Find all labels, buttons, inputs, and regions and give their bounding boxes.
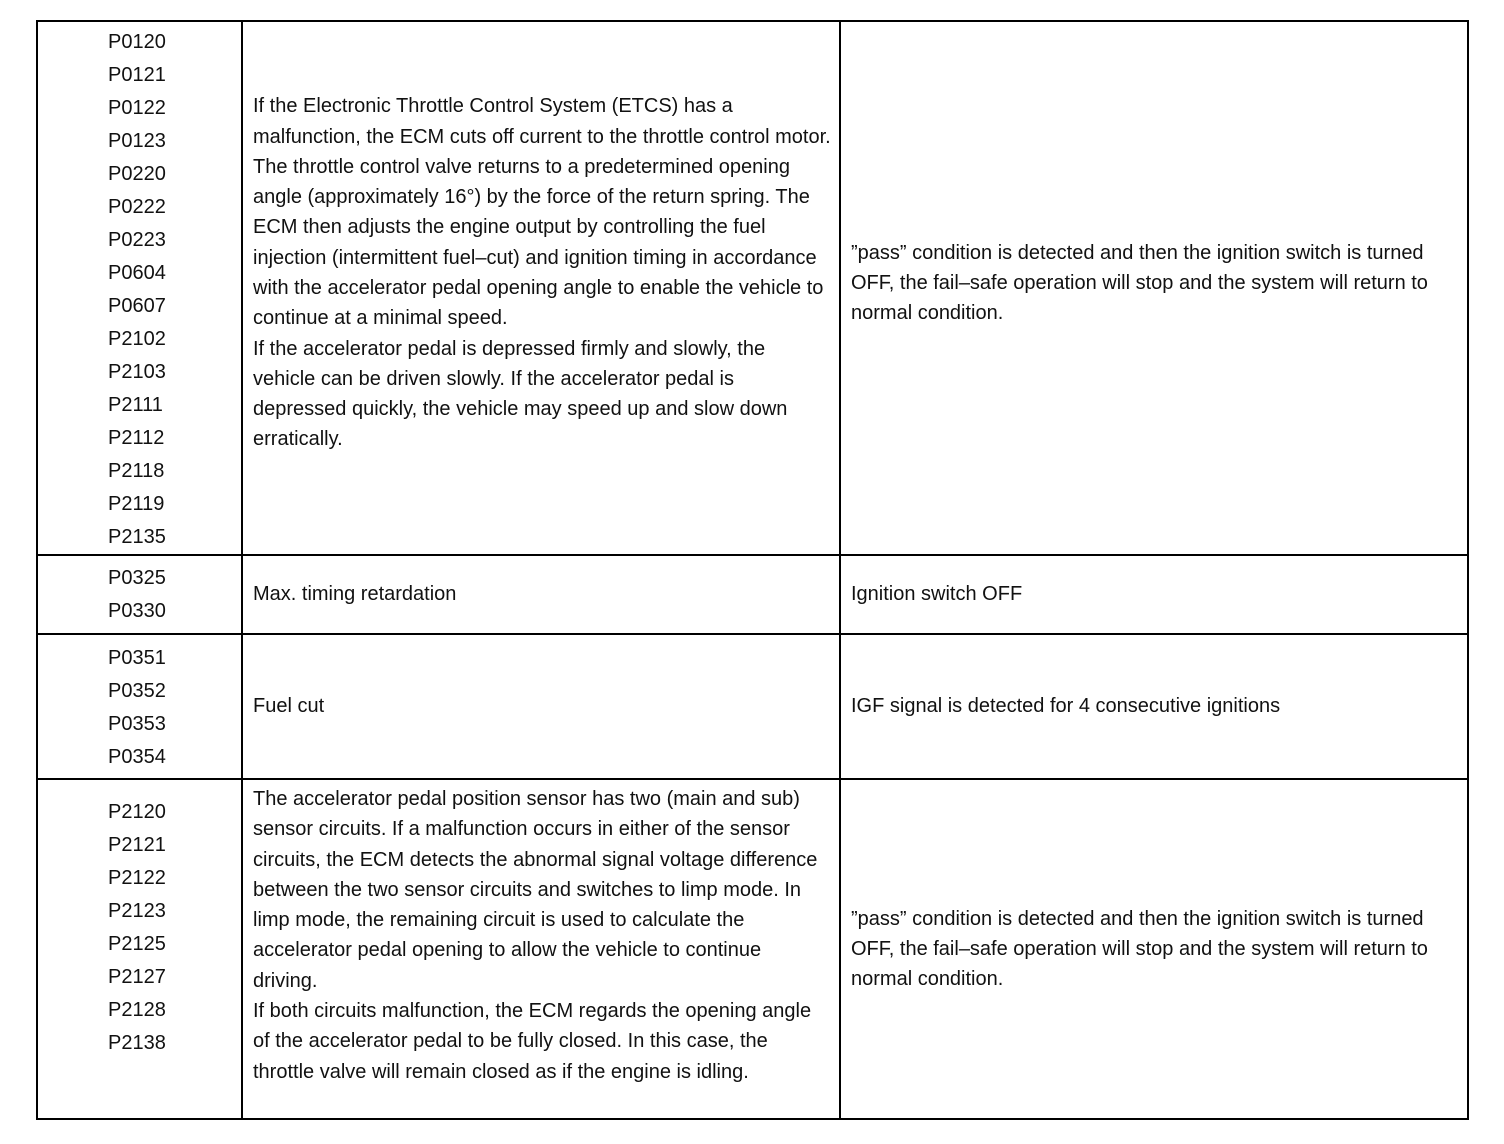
table-row <box>37 779 1468 1119</box>
dtc-code: P0122 <box>108 97 166 119</box>
dtc-code: P0353 <box>108 713 166 735</box>
fail-safe-operation-cell <box>242 779 840 1119</box>
dtc-code: P2112 <box>108 427 165 449</box>
dtc-code: P2127 <box>108 966 166 988</box>
fail-safe-operation-paragraph: If the Electronic Throttle Control System (ETCS) has a malfunction, the ECM cuts off current to the throttle control motor. The throttle control valve returns to a predetermined opening angle (approximately 16°) by the force of the return spring. The ECM then adjusts the engine output by controlling the fuel injection (intermittent fuel–cut) and ignition timing in accordance with the accelerator pedal opening angle to enable the vehicle to continue at a minimal speed. <box>253 95 831 330</box>
deactivation-condition-text: IGF signal is detected for 4 consecutive ignitions <box>851 695 1281 718</box>
fail-safe-table-body <box>37 21 1468 1119</box>
fail-safe-operation-paragraph: Max. timing retardation <box>253 583 457 606</box>
dtc-code: P2111 <box>108 394 163 416</box>
deactivation-condition-cell <box>840 779 1468 1119</box>
deactivation-condition-text: ”pass” condition is detected and then the ignition switch is turned OFF, the fail–safe operation will stop and the system will return to normal condition. <box>851 241 1428 325</box>
dtc-code: P0354 <box>108 746 166 768</box>
dtc-code: P2120 <box>108 801 166 823</box>
dtc-code-cell <box>37 21 242 555</box>
fail-safe-operation-paragraph: If the accelerator pedal is depressed firmly and slowly, the vehicle can be driven slowly. If the accelerator pedal is depressed quickly, the vehicle may speed up and slow down erratically. <box>253 337 788 451</box>
dtc-code: P0604 <box>108 262 166 284</box>
dtc-code: P0120 <box>108 31 166 53</box>
dtc-code: P2123 <box>108 900 166 922</box>
deactivation-condition-text: ”pass” condition is detected and then the ignition switch is turned OFF, the fail–safe operation will stop and the system will return to normal condition. <box>851 907 1428 991</box>
table-row <box>37 21 1468 555</box>
fail-safe-operation-cell <box>242 21 840 555</box>
dtc-code: P2138 <box>108 1032 166 1054</box>
dtc-code: P2125 <box>108 933 166 955</box>
dtc-code: P0220 <box>108 163 166 185</box>
dtc-code: P0607 <box>108 295 166 317</box>
dtc-code: P2121 <box>108 834 166 856</box>
fail-safe-table <box>36 20 1469 1120</box>
dtc-code: P2102 <box>108 328 166 350</box>
dtc-code-cell <box>37 779 242 1119</box>
dtc-code: P0123 <box>108 130 166 152</box>
dtc-code-cell <box>37 555 242 634</box>
deactivation-condition-cell <box>840 555 1468 634</box>
dtc-code: P0325 <box>108 567 166 589</box>
dtc-code: P2128 <box>108 999 166 1021</box>
fail-safe-operation-paragraph: Fuel cut <box>253 695 325 718</box>
dtc-code: P2135 <box>108 526 166 548</box>
dtc-code: P2122 <box>108 867 166 889</box>
fail-safe-operation-cell <box>242 555 840 634</box>
table-row <box>37 555 1468 634</box>
dtc-code: P0121 <box>108 64 166 86</box>
dtc-code: P0351 <box>108 647 166 669</box>
fail-safe-operation-cell <box>242 634 840 779</box>
dtc-code: P2103 <box>108 361 166 383</box>
dtc-code: P0223 <box>108 229 166 251</box>
deactivation-condition-cell <box>840 21 1468 555</box>
dtc-code: P0352 <box>108 680 166 702</box>
table-row <box>37 634 1468 779</box>
dtc-code: P2119 <box>108 493 165 515</box>
deactivation-condition-cell <box>840 634 1468 779</box>
dtc-code-cell <box>37 634 242 779</box>
dtc-code: P2118 <box>108 460 165 482</box>
fail-safe-operation-paragraph: The accelerator pedal position sensor has two (main and sub) sensor circuits. If a malfunction occurs in either of the sensor circuits, the ECM detects the abnormal signal voltage difference between the two sensor circuits and switches to limp mode. In limp mode, the remaining circuit is used to calculate the accelerator pedal opening to allow the vehicle to continue driving. <box>253 788 818 992</box>
dtc-code: P0330 <box>108 600 166 622</box>
deactivation-condition-text: Ignition switch OFF <box>851 583 1023 606</box>
fail-safe-operation-paragraph: If both circuits malfunction, the ECM regards the opening angle of the accelerator pedal to be fully closed. In this case, the throttle valve will remain closed as if the engine is idling. <box>253 1000 812 1083</box>
dtc-code: P0222 <box>108 196 166 218</box>
